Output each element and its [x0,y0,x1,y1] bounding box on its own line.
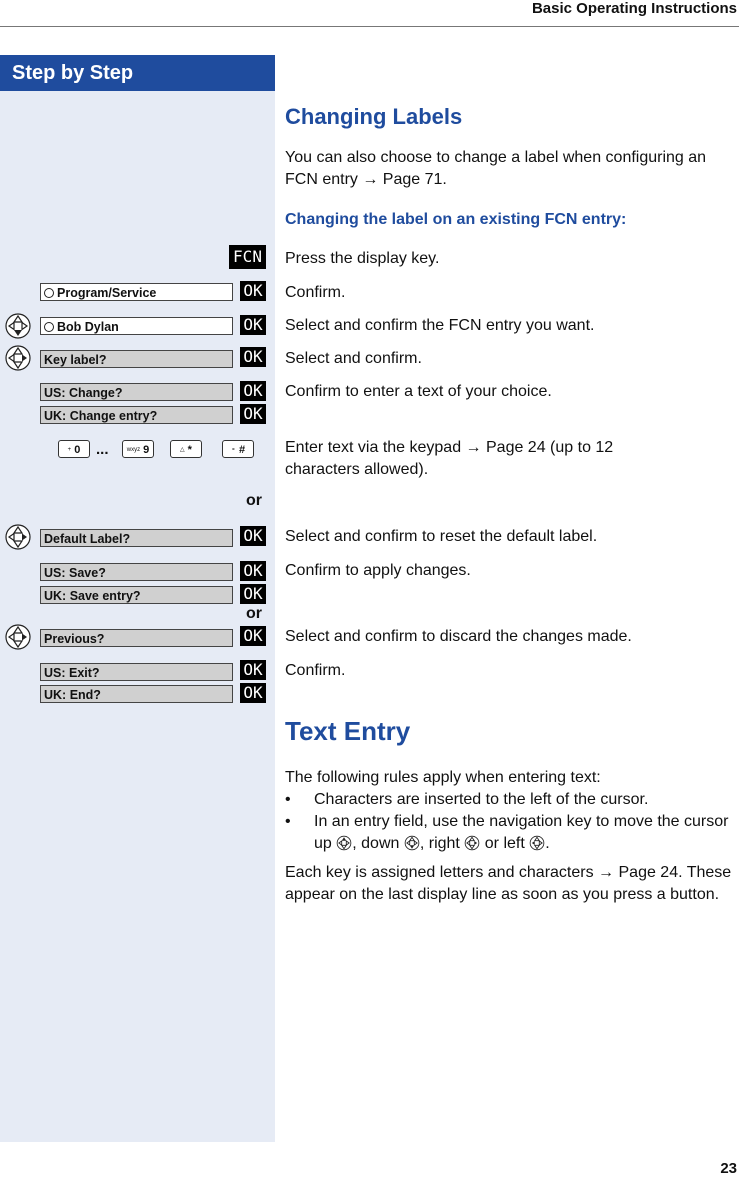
display-uk-change[interactable]: UK: Change entry? [40,406,233,424]
display-label: Bob Dylan [57,320,119,334]
step-text: Enter text via the keypad → Page 24 (up to 12 characters allowed). [285,439,614,478]
keypad-key-hash[interactable] [222,440,254,458]
rules-intro: The following rules apply when entering text: [285,769,601,786]
bullet-marker: • [285,813,291,830]
or-separator: or [246,605,262,622]
ok-key[interactable]: OK [240,683,266,703]
bullet-item: Characters are inserted to the left of the cursor. [314,791,649,808]
radio-icon [44,288,54,298]
display-uk-save[interactable]: UK: Save entry? [40,586,233,604]
step-text: Select and confirm to discard the changes made. [285,628,632,645]
intro-paragraph: You can also choose to change a label when configuring an FCN entry → Page 71. [285,149,707,188]
key-sub-label: + [67,447,72,453]
ok-key[interactable]: OK [240,626,266,646]
navigation-up-icon [336,835,352,851]
key-sub-label: wxyz [126,447,141,453]
step-text: Select and confirm the FCN entry you want. [285,317,595,334]
bullet-text-part: , right [419,835,460,852]
or-separator: or [246,492,262,509]
keys-paragraph: Each key is assigned letters and characters → Page 24. These appear on the last display line as soon as you press a button. [285,864,732,903]
bullet-text-part: or left [484,835,525,852]
ok-key[interactable]: OK [240,315,266,335]
keypad-key-0[interactable] [58,440,90,458]
key-icon: ⚬ [230,447,236,453]
navigation-key-icon[interactable] [4,344,32,372]
step-text: Confirm to enter a text of your choice. [285,383,552,400]
bullet-marker: • [285,791,291,808]
display-us-change[interactable]: US: Change? [40,383,233,401]
section-title-text-entry: Text Entry [285,716,411,746]
bullet-text-part: . [545,835,550,852]
navigation-left-icon [529,835,545,851]
display-us-exit[interactable]: US: Exit? [40,663,233,681]
key-label: # [238,444,246,456]
navigation-right-icon [464,835,480,851]
display-uk-end[interactable]: UK: End? [40,685,233,703]
subsection-title: Changing the label on an existing FCN entry: [285,211,627,228]
key-label: 9 [143,444,150,456]
running-header: Basic Operating Instructions [531,0,737,17]
ok-key[interactable]: OK [240,584,266,604]
ok-key[interactable]: OK [240,660,266,680]
radio-icon [44,322,54,332]
fcn-key[interactable]: FCN [229,245,266,269]
keypad-key-star[interactable] [170,440,202,458]
ok-key[interactable]: OK [240,404,266,424]
step-text: Select and confirm to reset the default label. [285,528,598,545]
ok-key[interactable]: OK [240,526,266,546]
display-program-service[interactable] [40,283,233,301]
display-label: Program/Service [57,286,157,300]
step-text: Confirm. [285,662,346,679]
navigation-key-icon[interactable] [4,523,32,551]
navigation-key-icon[interactable] [4,623,32,651]
key-label: 0 [74,444,81,456]
bell-icon: △ [180,447,185,453]
keypad-key-9[interactable] [122,440,154,458]
header-divider [0,26,739,27]
section-title-changing-labels: Changing Labels [285,104,463,129]
bullet-item [314,811,739,855]
display-previous[interactable]: Previous? [40,629,233,647]
display-default-label[interactable]: Default Label? [40,529,233,547]
step-text: Confirm. [285,284,346,301]
step-text: Confirm to apply changes. [285,562,471,579]
step-text: Select and confirm. [285,350,422,367]
ok-key[interactable]: OK [240,347,266,367]
key-label: * [187,444,192,456]
ok-key[interactable]: OK [240,381,266,401]
bullet-text-part: In an entry field, use the navigation key to move the cursor up [314,813,729,852]
display-us-save[interactable]: US: Save? [40,563,233,581]
display-key-label[interactable]: Key label? [40,350,233,368]
ok-key[interactable]: OK [240,281,266,301]
navigation-down-icon [404,835,420,851]
navigation-key-up-down-icon[interactable] [4,312,32,340]
page-number: 23 [720,1160,737,1177]
step-by-step-heading: Step by Step [0,55,275,91]
display-bob-dylan[interactable] [40,317,233,335]
ok-key[interactable]: OK [240,561,266,581]
ellipsis: ... [96,441,109,458]
bullet-text-part: , down [352,835,400,852]
step-text: Press the display key. [285,250,440,267]
